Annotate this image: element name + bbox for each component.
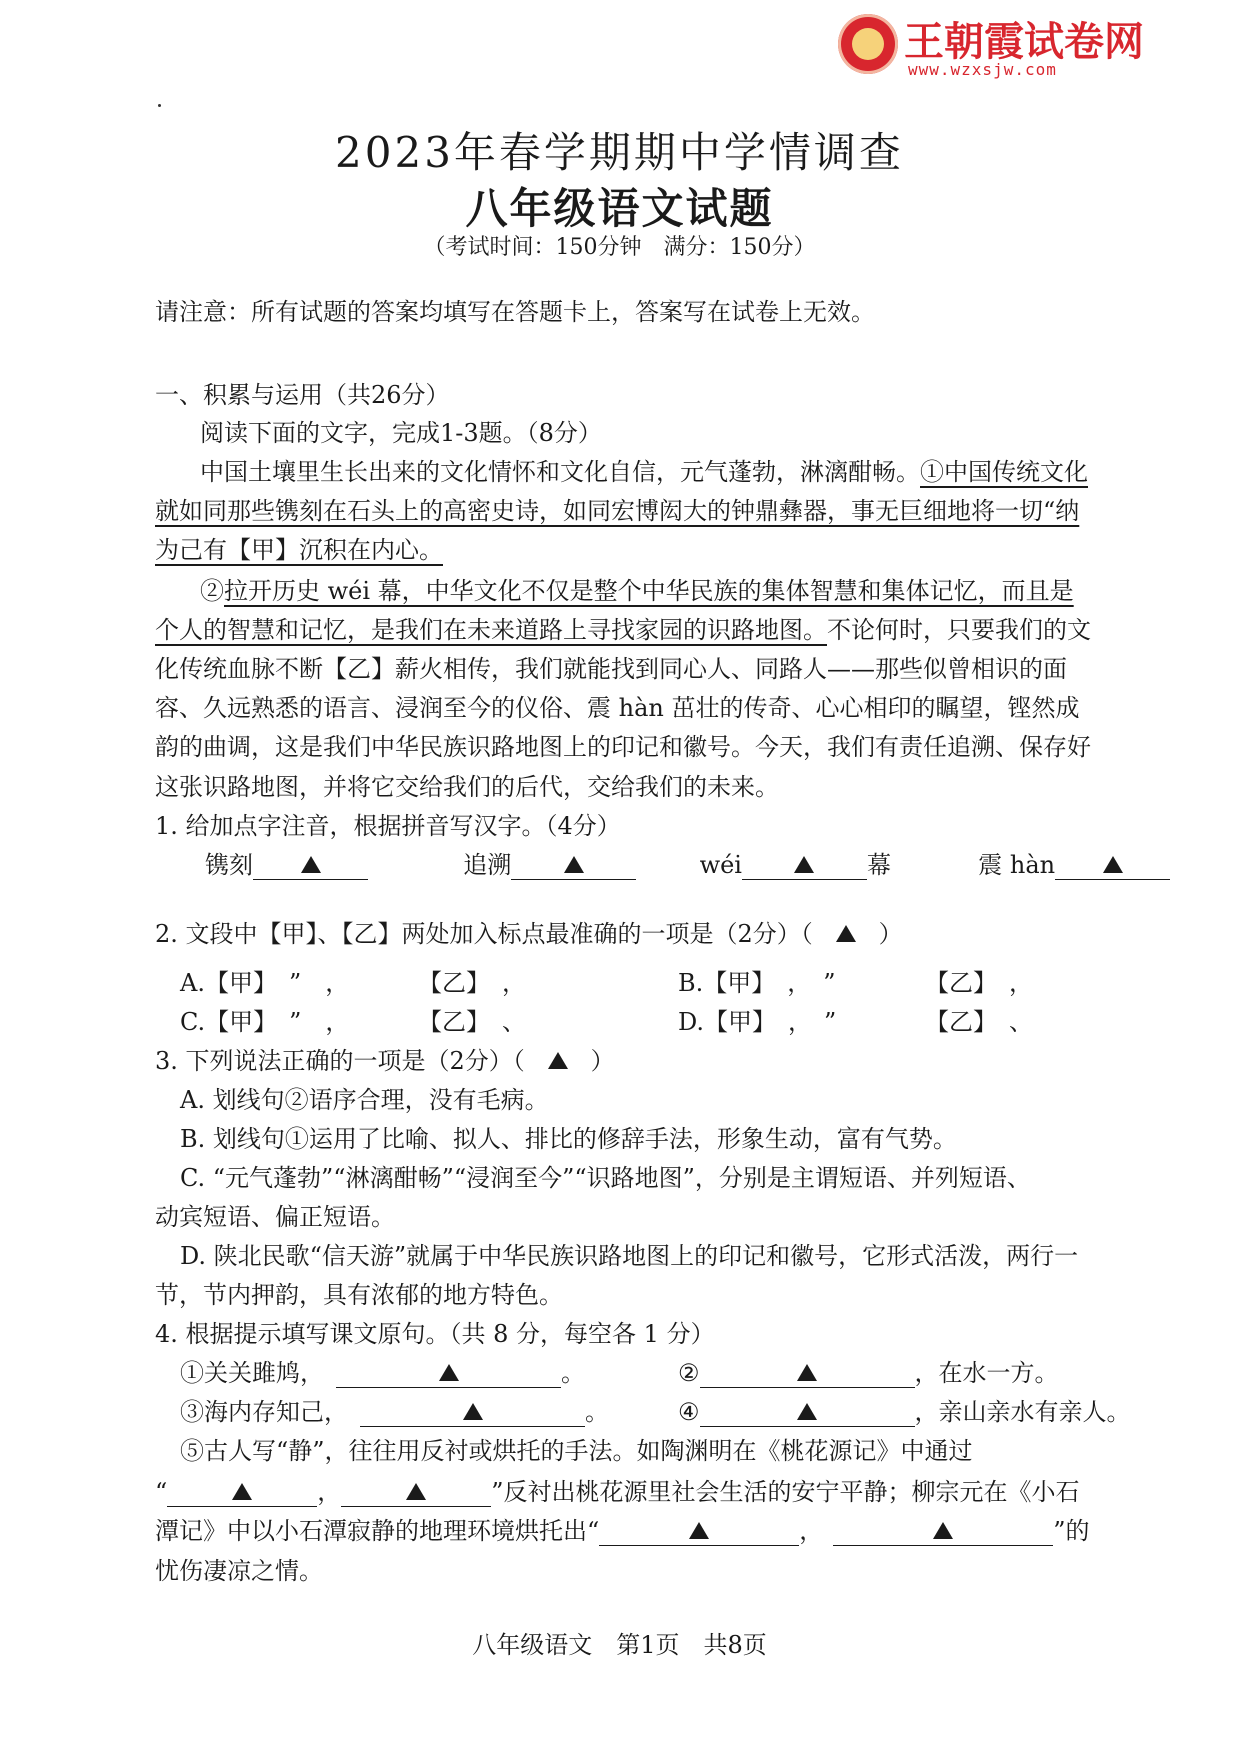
option-b[interactable]: B.【甲】 ， ” — [678, 969, 836, 997]
triangle-icon — [797, 1403, 817, 1420]
triangle-icon — [1103, 856, 1123, 873]
option-d[interactable]: D.【甲】 ， ” — [678, 1008, 837, 1036]
notice: 请注意：所有试题的答案均填写在答题卡上，答案写在试卷上无效。 — [155, 298, 875, 326]
answer-blank[interactable] — [511, 851, 636, 880]
q3-option-b[interactable]: B. 划线句①运用了比喻、拟人、排比的修辞手法，形象生动，富有气势。 — [180, 1125, 957, 1153]
option-c[interactable]: C.【甲】 ” ， — [180, 1008, 350, 1036]
answer-blank[interactable] — [742, 851, 867, 880]
question-1-items: 镌刻 追溯 wéi 幕 震 hàn — [205, 845, 1170, 880]
answer-blank[interactable] — [336, 1359, 561, 1388]
option-b-part2: 【乙】 ， — [925, 969, 1033, 997]
passage-line: 容、久远熟悉的语言、浸润至今的仪俗、震 hàn 茁壮的传奇、心心相印的瞩望，铿然成 — [155, 694, 1080, 722]
triangle-icon — [439, 1364, 459, 1381]
q4-item-4: ④ ，亲山亲水有亲人。 — [678, 1398, 1131, 1426]
question-3-stem: 3. 下列说法正确的一项是（2分）（ ） — [155, 1047, 615, 1075]
page-footer: 八年级语文 第1页 共8页 — [472, 1631, 767, 1659]
q3-option-c-cont: 动宾短语、偏正短语。 — [155, 1203, 395, 1231]
q4-item-1: ①关关雎鸠， 。 — [180, 1359, 585, 1387]
passage-line: 中国土壤里生长出来的文化情怀和文化自信，元气蓬勃，淋漓酣畅。①中国传统文化 — [200, 458, 1088, 486]
q4-item-3: ③海内存知己， 。 — [180, 1398, 609, 1426]
exam-title: 2023年春学期期中学情调查 — [335, 128, 904, 177]
question-2-stem: 2. 文段中【甲】、【乙】两处加入标点最准确的一项是（2分）（ ） — [155, 920, 903, 948]
triangle-icon — [794, 856, 814, 873]
answer-blank[interactable] — [1055, 851, 1170, 880]
passage-line: 韵的曲调，这是我们中华民族识路地图上的印记和徽号。今天，我们有责任追溯、保存好 — [155, 733, 1091, 761]
reading-intro: 阅读下面的文字，完成1-3题。（8分） — [200, 419, 602, 447]
option-c-part2: 【乙】 、 — [418, 1008, 526, 1036]
logo-brand: 王朝霞试卷网 — [904, 19, 1144, 65]
triangle-icon — [797, 1364, 817, 1381]
option-a[interactable]: A.【甲】 ” ， — [180, 969, 350, 997]
option-a-part2: 【乙】 ， — [418, 969, 526, 997]
q4-item-5-end: 忧伤凄凉之情。 — [155, 1557, 323, 1585]
question-4-stem: 4. 根据提示填写课文原句。（共 8 分，每空各 1 分） — [155, 1320, 715, 1348]
passage-line: ②拉开历史 wéi 幕，中华文化不仅是整个中华民族的集体智慧和集体记忆，而且是 — [200, 577, 1074, 605]
answer-blank[interactable] — [599, 1517, 799, 1546]
triangle-icon — [232, 1483, 252, 1500]
q4-item-2: ② ，在水一方。 — [678, 1359, 1059, 1387]
seal-icon — [838, 14, 898, 74]
q4-item-5: ⑤古人写“静”，往往用反衬或烘托的手法。如陶渊明在《桃花源记》中通过 — [180, 1437, 973, 1465]
triangle-icon — [564, 856, 584, 873]
answer-blank[interactable] — [341, 1478, 491, 1507]
answer-blank[interactable] — [700, 1398, 915, 1427]
passage-line: 化传统血脉不断【乙】薪火相传，我们就能找到同心人、同路人——那些似曾相识的面 — [155, 655, 1067, 683]
answer-blank[interactable] — [253, 851, 368, 880]
triangle-icon — [548, 1052, 568, 1069]
answer-blank[interactable] — [360, 1398, 585, 1427]
passage-line: 个人的智慧和记忆，是我们在未来道路上寻找家园的识路地图。不论何时，只要我们的文 — [155, 616, 1091, 644]
section-heading: 一、积累与运用（共26分） — [155, 381, 450, 409]
triangle-icon — [463, 1403, 483, 1420]
option-d-part2: 【乙】 、 — [925, 1008, 1033, 1036]
q4-item-5-cont: 潭记》中以小石潭寂静的地理环境烘托出“ ， ”的 — [155, 1517, 1090, 1545]
triangle-icon — [406, 1483, 426, 1500]
site-logo — [838, 10, 1158, 82]
q3-option-c[interactable]: C. “元气蓬勃”“淋漓酣畅”“浸润至今”“识路地图”，分别是主谓短语、并列短语、 — [180, 1164, 1031, 1192]
triangle-icon — [689, 1522, 709, 1539]
exam-subject-title: 八年级语文试题 — [465, 184, 774, 233]
answer-blank[interactable] — [833, 1517, 1053, 1546]
q4-item-5-blanks: “ ， ”反衬出桃花源里社会生活的安宁平静；柳宗元在《小石 — [155, 1478, 1080, 1506]
q3-option-d[interactable]: D. 陕北民歌“信天游”就属于中华民族识路地图上的印记和徽号，它形式活泼，两行一 — [180, 1242, 1079, 1270]
scan-speck — [158, 104, 161, 107]
exam-info: （考试时间：150分钟 满分：150分） — [423, 235, 816, 260]
logo-url: www.wzxsjw.com — [908, 60, 1057, 79]
answer-blank[interactable] — [167, 1478, 317, 1507]
answer-blank[interactable] — [700, 1359, 915, 1388]
passage-line: 这张识路地图，并将它交给我们的后代，交给我们的未来。 — [155, 773, 779, 801]
triangle-icon — [301, 856, 321, 873]
q3-option-a[interactable]: A. 划线句②语序合理，没有毛病。 — [180, 1086, 549, 1114]
triangle-icon — [933, 1522, 953, 1539]
q3-option-d-cont: 节，节内押韵，具有浓郁的地方特色。 — [155, 1281, 563, 1309]
question-1-stem: 1. 给加点字注音，根据拼音写汉字。（4分） — [155, 812, 621, 840]
triangle-icon — [836, 925, 856, 942]
passage-line: 就如同那些镌刻在石头上的高密史诗，如同宏博闳大的钟鼎彝器，事无巨细地将一切“纳 — [155, 497, 1080, 525]
passage-line: 为己有【甲】沉积在内心。 — [155, 536, 443, 564]
